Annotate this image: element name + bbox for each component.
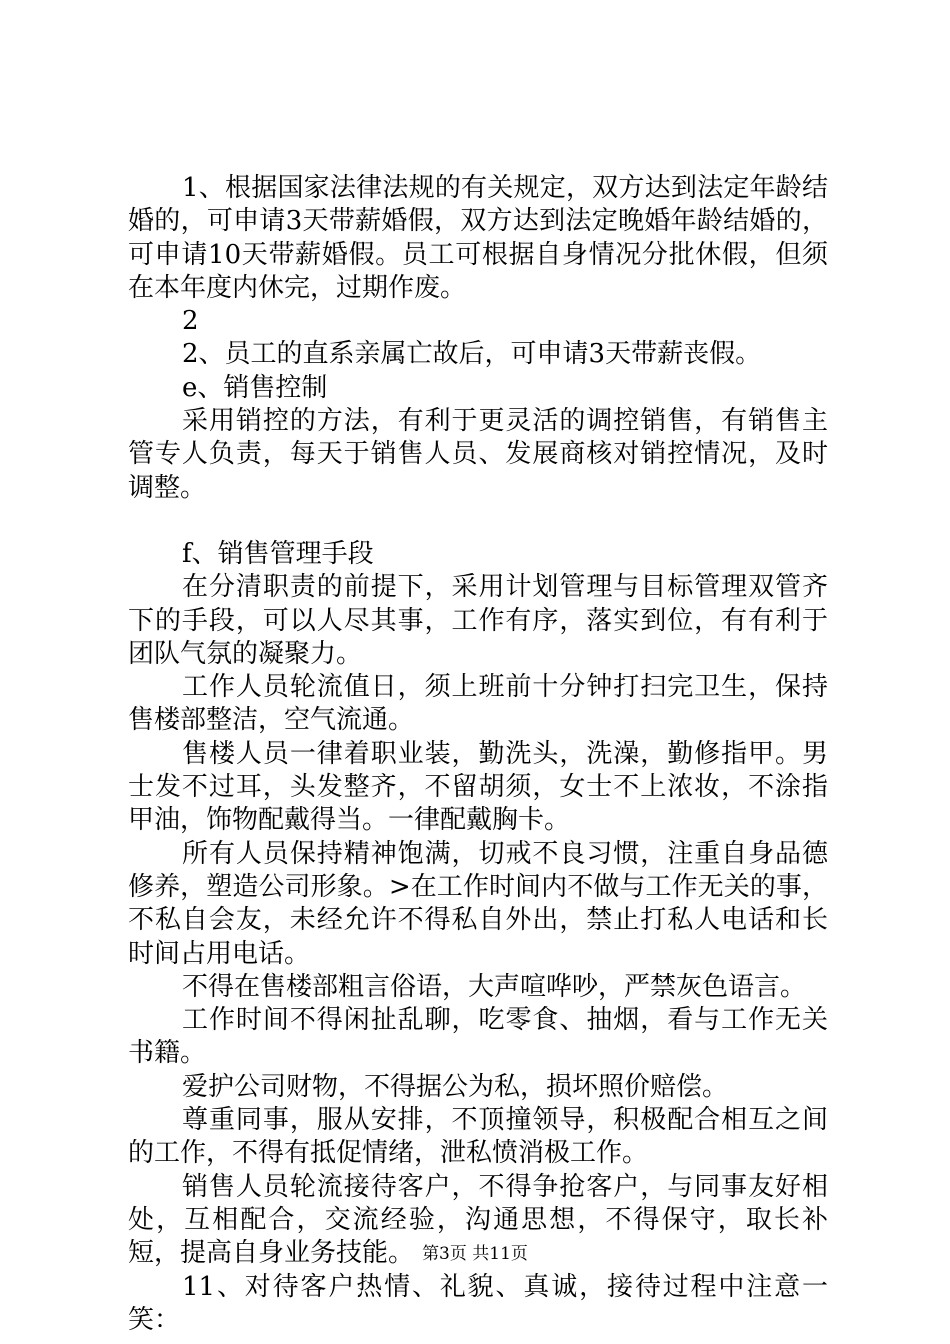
- section-heading-sales-control: e、销售控制: [182, 372, 328, 403]
- paragraph-bereavement-leave: 2、员工的直系亲属亡故后，可申请3天带薪丧假。: [182, 339, 762, 370]
- paragraph-sales-control: 采用销控的方法，有利于更灵活的调控销售，有销售主管专人负责，每天于销售人员、发展商核对销控情况，及时调整。: [128, 406, 828, 503]
- paragraph-management-approach: 在分清职责的前提下，采用计划管理与目标管理双管齐下的手段，可以人尽其事，工作有序，落实到位，有有利于团队气氛的凝聚力。: [128, 572, 828, 669]
- document-body: [128, 172, 828, 1337]
- paragraph-work-time: 工作时间不得闲扯乱聊，吃零食、抽烟，看与工作无关书籍。: [128, 1005, 828, 1069]
- section-heading-sales-management: f、销售管理手段: [182, 538, 374, 569]
- paragraph-company-property: 爱护公司财物，不得据公为私，损坏照价赔偿。: [182, 1071, 729, 1102]
- paragraph-customer-rotation: 销售人员轮流接待客户，不得争抢客户，与同事友好相处，互相配合，交流经验，沟通思想，不得保守，取长补短，提高自身业务技能。: [128, 1171, 828, 1269]
- paragraph-gap: [128, 505, 828, 538]
- page-number-footer: 第3页 共11页: [422, 1244, 528, 1264]
- paragraph-customer-attitude: 11、对待客户热情、礼貌、真诚，接待过程中注意一笑：: [128, 1271, 828, 1335]
- paragraph-respect-colleagues: 尊重同事，服从安排，不顶撞领导，积极配合相互之间的工作，不得有抵促情绪，泄私愤消极工作。: [128, 1105, 828, 1169]
- paragraph-duty-rotation: 工作人员轮流值日，须上班前十分钟打扫完卫生，保持售楼部整洁，空气流通。: [128, 672, 828, 736]
- paragraph-conduct: 所有人员保持精神饱满，切戒不良习惯，注重自身品德修养，塑造公司形象。>在工作时间内不做与工作无关的事，不私自会友，未经允许不得私自外出，禁止打私人电话和长时间占用电话。: [128, 838, 828, 969]
- paragraph-marriage-leave: 1、根据国家法律法规的有关规定，双方达到法定年龄结婚的，可申请3天带薪婚假，双方达到法定晚婚年龄结婚的，可申请10天带薪婚假。员工可根据自身情况分批休假，但须在本年度内休完，过期作废。: [128, 173, 828, 303]
- paragraph-number-marker: 2: [182, 306, 199, 337]
- paragraph-language: 不得在售楼部粗言俗语，大声喧哗吵，严禁灰色语言。: [182, 971, 807, 1002]
- paragraph-dress-code: 售楼人员一律着职业装，勤洗头，洗澡，勤修指甲。男士发不过耳，头发整齐，不留胡须，女士不上浓妆，不涂指甲油，饰物配戴得当。一律配戴胸卡。: [128, 738, 828, 836]
